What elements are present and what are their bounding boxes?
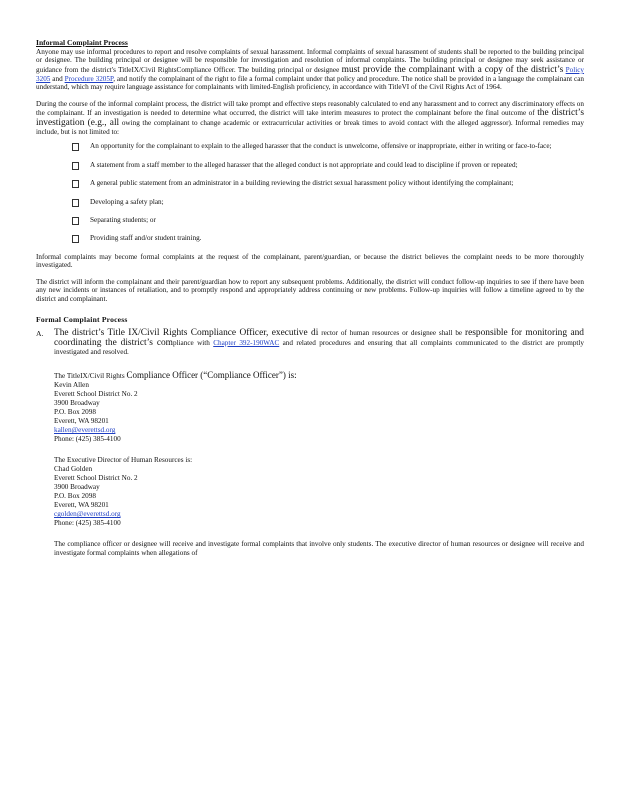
informal-paragraph-1-text: Anyone may use informal procedures to report and resolve complaints of sexual harassment. Informal complaints of sexual harassment of students shall be reported to the building principal or designee. The building principal or designee will be responsible for investigation and resolution of informal complaints. The building principal or designee may seek assistance or guidance from the district's TitleIX/Civil RightsCompliance Officer. The building principal or designee <box>36 48 584 74</box>
checkbox-bullet-icon <box>72 199 79 207</box>
executive-director-contact <box>54 456 584 528</box>
list-item: Separating students; or <box>72 216 584 224</box>
policy-3205-link[interactable]: Policy 3205 <box>36 65 585 83</box>
informal-paragraph-3: Informal complaints may become formal complaints at the request of the complainant, parent/guardian, or because the district believes the complaint needs to be more thoroughly investigated. <box>36 252 584 270</box>
list-item: Providing staff and/or student training. <box>72 234 584 242</box>
informal-paragraph-1-emphasis: must provide the complainant with a copy of the district’s <box>341 64 564 75</box>
list-item: A general public statement from an administrator in a building reviewing the district sexual harassment policy without identifying the complainant; <box>72 179 584 187</box>
informal-paragraph-2 <box>36 100 584 137</box>
list-item: Developing a safety plan; <box>72 198 584 206</box>
checkbox-bullet-icon <box>72 180 79 188</box>
formal-item-a-text: The district’s Title IX/Civil Rights Compliance Officer, executive di rector of human resources or designee shall be responsible for monitoring and coordinating the district’s compliance with Chapter 392-190WAC and related procedures and ensuring that all complaints communicated to the district are promptly investigated and resolved. <box>54 327 585 356</box>
informal-remedies-list <box>36 142 584 242</box>
director-name: Chad Golden <box>54 465 93 474</box>
checkbox-bullet-icon <box>72 143 79 151</box>
procedure-3205p-link[interactable]: Procedure 3205P <box>64 74 114 83</box>
director-street: 3900 Broadway <box>54 483 100 492</box>
checkbox-bullet-icon <box>72 235 79 243</box>
director-city: Everett, WA 98201 <box>54 501 109 510</box>
officer-org: Everett School District No. 2 <box>54 390 138 399</box>
informal-heading: Informal Complaint Process <box>36 38 128 47</box>
director-email-link[interactable]: cgolden@everettsd.org <box>54 510 121 519</box>
director-phone: Phone: (425) 385-4100 <box>54 519 121 528</box>
checkbox-bullet-icon <box>72 162 79 170</box>
formal-heading: Formal Complaint Process <box>36 314 128 324</box>
officer-email-link[interactable]: kallen@everettsd.org <box>54 426 116 435</box>
director-org: Everett School District No. 2 <box>54 474 138 483</box>
chapter-392-190wac-link[interactable]: Chapter 392-190WAC <box>213 338 280 347</box>
formal-item-a <box>36 328 584 356</box>
officer-city: Everett, WA 98201 <box>54 417 109 426</box>
officer-street: 3900 Broadway <box>54 399 100 408</box>
informal-paragraph-1 <box>36 48 584 92</box>
compliance-officer-intro: The TitleIX/Civil Rights Compliance Officer (“Compliance Officer”) is: <box>54 370 297 381</box>
compliance-officer-contact <box>54 370 584 444</box>
informal-paragraph-2-emphasis: the district’s investigation (e.g., all <box>36 108 585 129</box>
checkbox-bullet-icon <box>72 217 79 225</box>
item-a-marker: A. <box>36 328 44 338</box>
director-intro: The Executive Director of Human Resources is: <box>54 456 193 465</box>
director-pobox: P.O. Box 2098 <box>54 492 96 501</box>
officer-phone: Phone: (425) 385-4100 <box>54 435 121 444</box>
list-item: An opportunity for the complainant to explain to the alleged harasser that the conduct is unwelcome, offensive or inappropriate, either in writing or face-to-face; <box>72 142 584 150</box>
formal-closing-paragraph: The compliance officer or designee will receive and investigate formal complaints that involve only students. The executive director of human resources or designee will receive and investigate formal complaints when allegations of <box>54 540 584 557</box>
list-item: A statement from a staff member to the alleged harasser that the alleged conduct is not appropriate and could lead to discipline if proven or repeated; <box>72 161 584 169</box>
informal-paragraph-1-text-b: , and notify the complainant of the right to file a formal complaint under that policy and procedure. The notice shall be provided in a language the complainant can understand, which may require language assistance for complainants with limited-English proficiency, in accordance with TitleVI of the Civil Rights Act of 1964. <box>36 74 585 92</box>
informal-paragraph-4: The district will inform the complainant and their parent/guardian how to report any subsequent problems. Additionally, the district will conduct follow-up inquiries to see if there have been any new incidents or instances of retaliation, and to promptly respond and appropriately address continuing or new problems. Follow-up inquiries will follow a timeline agreed to by the district and complainant. <box>36 277 584 303</box>
document-page <box>36 38 584 557</box>
informal-paragraph-2-text-b: owing the complainant to change academic or extracurricular activities or break times to avoid contact with the alleged aggressor). Informal remedies may include, but is not limited to: <box>36 119 585 137</box>
officer-pobox: P.O. Box 2098 <box>54 408 96 417</box>
informal-paragraph-2-text: During the course of the informal complaint process, the district will take prompt and effective steps reasonably calculated to end any harassment and to correct any discriminatory effects on the complainant. If an investigation is needed to determine what occurred, the district will take interim measures to protect the complainant before the final outcome of <box>36 99 584 118</box>
officer-name: Kevin Allen <box>54 381 89 390</box>
and-text: and <box>52 74 63 83</box>
